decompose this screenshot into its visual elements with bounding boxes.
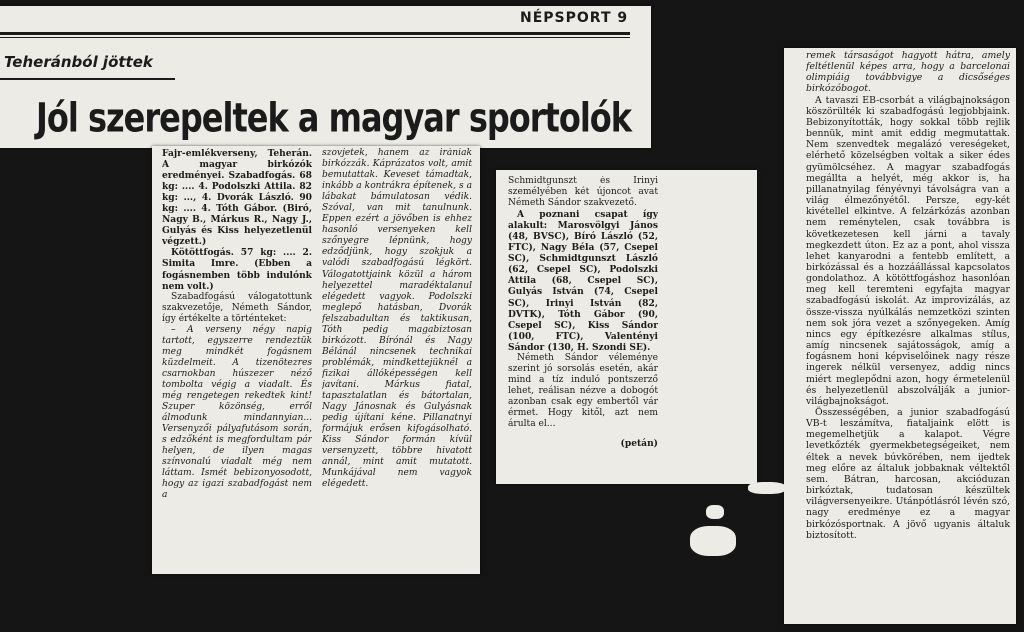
- article-column-4: [806, 50, 1010, 622]
- newcomers-paragraph: Schmidtgunszt és Irinyi személyében két újoncot avat Németh Sándor szakvezető.: [508, 176, 658, 209]
- header-rule: [0, 32, 630, 35]
- newspaper-name: NÉPSPORT 9: [520, 10, 629, 26]
- commentary-opening: remek társaságot hagyott hátra, amely feltétlenül képes arra, hogy a barcelonai olimpiáig továbbvigye a dicsőséges birkózóbogot.: [806, 50, 1010, 95]
- paper-fragment: [706, 505, 724, 519]
- results-paragraph: Fajr-emlékverseny, Teherán. A magyar birkózók eredményei. Szabadfogás. 68 kg: .... 4. Podolszki Attila. 82 kg: ..., 4. Dvorák László. 90 kg: .... 4. Tóth Gábor. (Biró, Nagy B., Márkus R., Nagy J., Gulyás és Kiss helyezetlenül végzett.): [162, 148, 312, 248]
- coach-quote-paragraph: – A verseny négy napig tartott, egyszerre rendeztük meg mindkét fogásnem küzdelmeit. A tizenötezres csarnokban húszezer néző tombolta végig a viadalt. És még rengetegen rekedtek kint! Szuper közönség, erről álmodunk mindannyian... Versenyzői pályafutásom során, s edzőként is megfordultam pár helyen, de ilyen magas színvonalú viadalt még nem láttam. Ismét bebizonyosodott, hogy az igazi szabadfogást nem a: [162, 324, 312, 501]
- header-clipping: [0, 6, 651, 148]
- paper-fragment: [690, 526, 736, 556]
- header-rule-thin: [0, 37, 630, 38]
- outlook-paragraph: Németh Sándor véleménye szerint jó sorsolás esetén, akár mind a tíz induló pontszerző lehet, reálisan nézve a dobogót azonban csak egy embertől vár érmet. Hogy kitől, azt nem árulta el...: [508, 352, 658, 430]
- article-column-1: [162, 148, 312, 570]
- commentary-summary: Összességében, a junior szabadfogású VB-t leszámítva, fiataljaink elött is megemelhetjük a kalapot. Végre levetkőzték gyermekbetegségeiket, nem éltek a nevek búvkörében, nem ijedtek meg előre az általuk jobbaknak véltektől sem. Bátran, harcosan, akcióduzan birkóztak, tudatosan készültek világversenyeikre. Utánpótlásról lévén szó, nagy eredménye ez a magyar birkózósportnak. A jövő ugyanis általuk biztosított.: [806, 407, 1010, 541]
- greco-roman-paragraph: Kötöttfogás. 57 kg: .... 2. Simita Imre. (Ebben a fogásnemben több indulónk nem volt.): [162, 247, 312, 292]
- commentary-clipping: [784, 48, 1016, 624]
- paper-fragment: [748, 482, 786, 494]
- team-roster-paragraph: A poznani csapat így alakult: Marosvölgyi János (48, BVSC), Bíró László (52, FTC), Nagy Béla (57, Csepel SC), Schmidtgunszt László (62, Csepel SC), Podolszki Attila (68, Csepel SC), Gulyás István (74, Csepel SC), Irinyi István (82, DVTK), Tóth Gábor (90, Csepel SC), Kiss Sándor (100, FTC), Valentényi Sándor (130, H. Szondi SE).: [508, 209, 658, 353]
- coach-quote-continued: szovjetek, hanem az irániak birkózzák. Káprázatos volt, amit bemutattak. Keveset támadtak, inkább a kontrákra építenek, s a lábakat bámulatosan védik. Szóval, van mit tanulnunk. Eppen ezért a jövőben is ehhez hasonló versenyeken kell szőnyegre lépnünk, hogy edződjünk, hogy szokjuk a valódi szabadfogású légkört. Válogatottjaink közül a három helyezettel maradéktalanul elégedett vagyok. Podolszki meglepő hatásban, Dvorák felszabadultan és taktikusan, Tóth pedig magabiztosan birkózott. Bírónál és Nagy Bélánál nincsenek technikai problémák, mindkettejüknél a fizikai állóképességen kell javítani. Márkus fiatal, tapasztalatlan és bátortalan, Nagy Jánosnak és Gulyásnak pedig újítani kéne. Pillanatnyi formájuk erősen kifogásolható. Kiss Sándor formán kívül versenyzett, többre hivatott annál, mint amit mutatott. Munkájával nem vagyok elégedett.: [322, 148, 472, 490]
- team-clipping: [496, 170, 757, 484]
- article-column-2: [322, 148, 472, 570]
- headline: Jól szerepeltek a magyar sportolók: [36, 94, 632, 142]
- article-column-3: [508, 176, 658, 476]
- kicker-rule: [0, 78, 175, 80]
- author-signature: (petán): [620, 438, 658, 450]
- coach-intro-paragraph: Szabadfogású válogatottunk szakvezetője, Németh Sándor, így értékelte a történteket:: [162, 291, 312, 324]
- kicker: Teheránból jöttek: [4, 53, 153, 71]
- main-article-clipping: [152, 146, 480, 574]
- commentary-freestyle: A tavaszi EB-csorbát a világbajnokságon köszörülték ki szabadfogású legjobbjaink. Bebizonyították, hogy sokkal több rejlik bennük, mint amit eddig megmutattak. Nem szenvedtek megalázó vereségeket, elérhető közelségben voltak a siker édes gyümölcséhez. A magyar szabadfogás megállta a helyét, még akkor is, ha pillanatnyilag fényévnyi távolságra van a világ élmezőnyétől. Persze, egy-két kivétellel elkintve. A felzárkózás azonban nem reménytelen, csak továbbra is következetesen kell járni a tavaly megkezdett úton. Ez az a pont, ahol vissza lehet kanyarodni a fentebb említett, a birkózással és a hozzáállással kapcsolatos gondolathoz. A kötöttfogáshoz hasonlóan meg kell teremteni egyfajta magyar szabadfogású iskolát. Az improvizálás, az össze-vissza nyúlkálás nemzetközi szinten nem sok jóra vezet a szőnyegeken. Amíg nincs egy építkezésre alkalmas stílus, amíg nincsenek sajátosságok, amíg a fogásnem honi képviselőinek nagy része ingerek nélkül versenyez, addig nincs miért meglepődni azon, hogy érmetelenül és helyezetlenül abszolválják a junior-világbajnokságot.: [806, 94, 1010, 407]
